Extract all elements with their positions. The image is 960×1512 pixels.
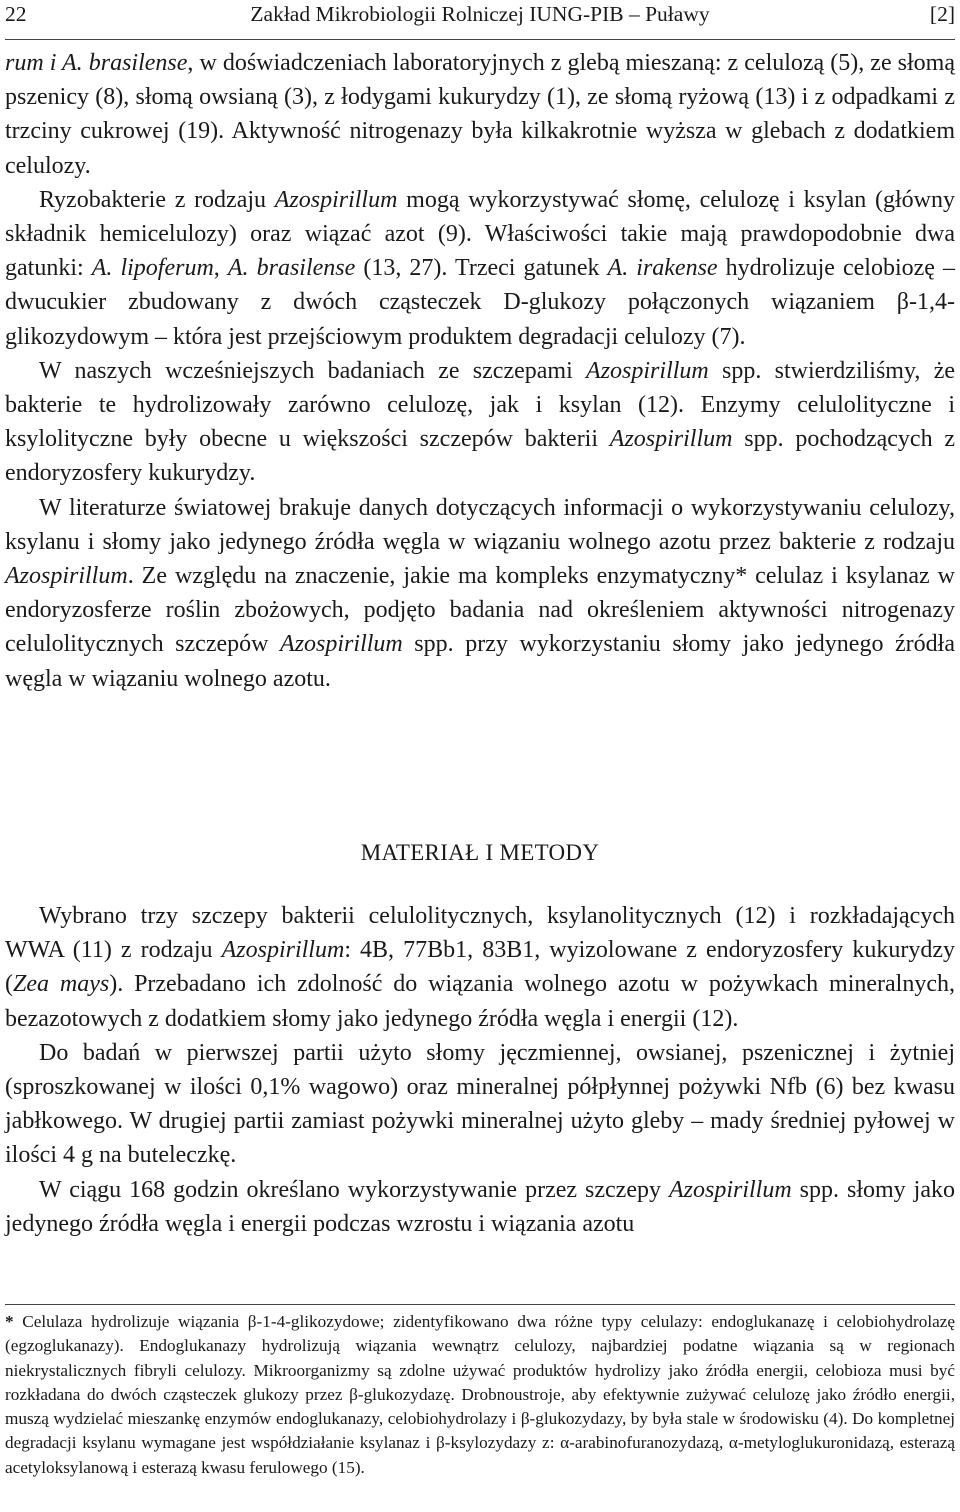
italic-term: Zea mays — [13, 971, 110, 998]
footnote — [5, 1310, 955, 1480]
text-run: . Ze względu na znaczenie, jakie ma kompleks enzymatyczny* celulaz i ksylanaz w endoryzosferze roślin zbożowych, podjęto badania nad określeniem aktywności nitrogenazy celulolitycznych szczepów — [5, 563, 955, 658]
paragraph — [5, 899, 955, 1036]
italic-term: A. irakense — [607, 255, 718, 282]
text-run: Ryzobakterie z rodzaju — [39, 186, 275, 213]
italic-term: Azospirillum — [668, 1176, 792, 1203]
footnote-marker: * — [5, 1312, 14, 1331]
text-run: spp. słomy jako jedynego źródła węgla i energii podczas wzrostu i wiązania azotu — [5, 1176, 955, 1237]
footnote-rule — [5, 1304, 955, 1305]
text-run: Wybrano trzy szczepy bakterii celulolitycznych, ksylanolitycznych (12) i rozkładających WWA (11) z rodzaju — [5, 903, 955, 964]
paragraph — [5, 1173, 955, 1241]
italic-term: Azospirillum — [280, 631, 403, 658]
italic-term: Azospirillum — [586, 357, 709, 384]
text-run: W literaturze światowej brakuje danych dotyczących informacji o wykorzystywaniu celulozy, ksylanu i słomy jako jedynego źródła węgla w wiązaniu wolnego azotu przez bakterie z rodzaju — [5, 494, 955, 555]
running-header — [5, 0, 955, 28]
page-number: 22 — [5, 2, 27, 26]
section-number: [2] — [929, 2, 955, 26]
italic-term: Azospirillum — [609, 426, 733, 453]
text-run: ). Przebadano ich zdolność do wiązania wolnego azotu w pożywkach mineralnych, bezazotowych z dodatkiem słomy jako jedynego źródła węgla i energii (12). — [5, 971, 955, 1032]
section-heading: MATERIAŁ I METODY — [360, 840, 600, 865]
italic-term: Azospirillum — [221, 937, 345, 964]
text-run: spp. stwierdziliśmy, że bakterie te hydrolizowały zarówno celulozę, jak i ksylan (12). Enzymy celulolityczne i ksylolityczne były obecne u większości szczepów bakterii — [5, 357, 956, 453]
body-text-methods — [5, 899, 955, 1241]
paragraph — [5, 183, 955, 354]
text-run: , — [213, 255, 228, 282]
running-title: Zakład Mikrobiologii Rolniczej IUNG-PIB – Puławy — [250, 2, 710, 26]
paragraph — [5, 354, 955, 491]
italic-term: rum i A. brasilense — [5, 50, 188, 76]
text-run: spp. pochodzących z endoryzosfery kukurydzy. — [5, 426, 955, 487]
paragraph — [5, 46, 955, 183]
italic-term: Azospirillum — [274, 186, 398, 213]
text-run: W naszych wcześniejszych badaniach ze szczepami — [39, 357, 587, 384]
italic-term: A. brasilense — [227, 255, 356, 282]
italic-term: Azospirillum — [5, 563, 128, 590]
paragraph — [5, 1036, 955, 1173]
text-run: : 4B, 77Bb1, 83B1, wyizolowane z endoryzosfery kukurydzy ( — [5, 937, 955, 998]
body-text-intro — [5, 46, 955, 696]
text-run: spp. przy wykorzystaniu słomy jako jedynego źródła węgla w wiązaniu wolnego azotu. — [5, 631, 955, 692]
header-rule — [5, 39, 955, 40]
footnote-text: Celulaza hydrolizuje wiązania β-1-4-glikozydowe; zidentyfikowano dwa różne typy celulazy: endoglukanazę i celobiohydrolazę (egzoglukanazy). Endoglukanazy hydrolizują wiązania wewnątrz celulozy, najbardziej podatne wiązania są w regionach niekrystalicznych fibryli celulozy. Mikroorganizmy są zdolne używać produktów hydrolizy jako źródła energii, celobioza musi być rozkładana do dwóch cząsteczek glukozy przez β-glukozydazę. Drobnoustroje, aby efektywnie zużywać celulozę jako źródło energii, muszą wydzielać mieszankę enzymów endoglukanazy, celobiohydrolazy i β-glukozydazy, by była stale w środowisku (4). Do kompletnej degradacji ksylanu wymagane jest współdziałanie ksylanaz i β-ksylozydazy z: α-arabinofuranozydazą, α-metyloglukuronidazą, esterazą acetyloksylanową i esterazą kwasu ferulowego (15). — [5, 1312, 955, 1477]
text-run: (13, 27). Trzeci gatunek — [355, 255, 608, 282]
text-run: hydrolizuje celobiozę – dwucukier zbudowany z dwóch cząsteczek D-glukozy połączonych wiązaniem β-1,4-glikozydowym – która jest przejściowym produktem degradacji celulozy (7). — [5, 255, 956, 350]
text-run: Do badań w pierwszej partii użyto słomy jęczmiennej, owsianej, pszenicznej i żytniej (sproszkowanej w ilości 0,1% wagowo) oraz mineralnej półpłynnej pożywki Nfb (6) bez kwasu jabłkowego. W drugiej partii zamiast pożywki mineralnej użyto gleby – mady średniej pyłowej w ilości 4 g na buteleczkę. — [5, 1039, 955, 1169]
paragraph — [5, 491, 955, 696]
text-run: , w doświadczeniach laboratoryjnych z glebą mieszaną: z celulozą (5), ze słomą pszenicy (8), słomą owsianą (3), z łodygami kukurydzy (1), ze słomą ryżową (13) i z odpadkami z trzciny cukrowej (19). Aktywność nitrogenazy była kilkakrotnie wyższa w glebach z dodatkiem celulozy. — [5, 50, 955, 179]
italic-term: A. lipoferum — [91, 255, 214, 282]
text-run: mogą wykorzystywać słomę, celulozę i ksylan (główny składnik hemicelulozy) oraz wiązać azot (9). Właściwości takie mają prawdopodobnie dwa gatunki: — [5, 186, 955, 282]
text-run: W ciągu 168 godzin określano wykorzystywanie przez szczepy — [39, 1176, 669, 1203]
footnote-paragraph — [5, 1310, 955, 1480]
